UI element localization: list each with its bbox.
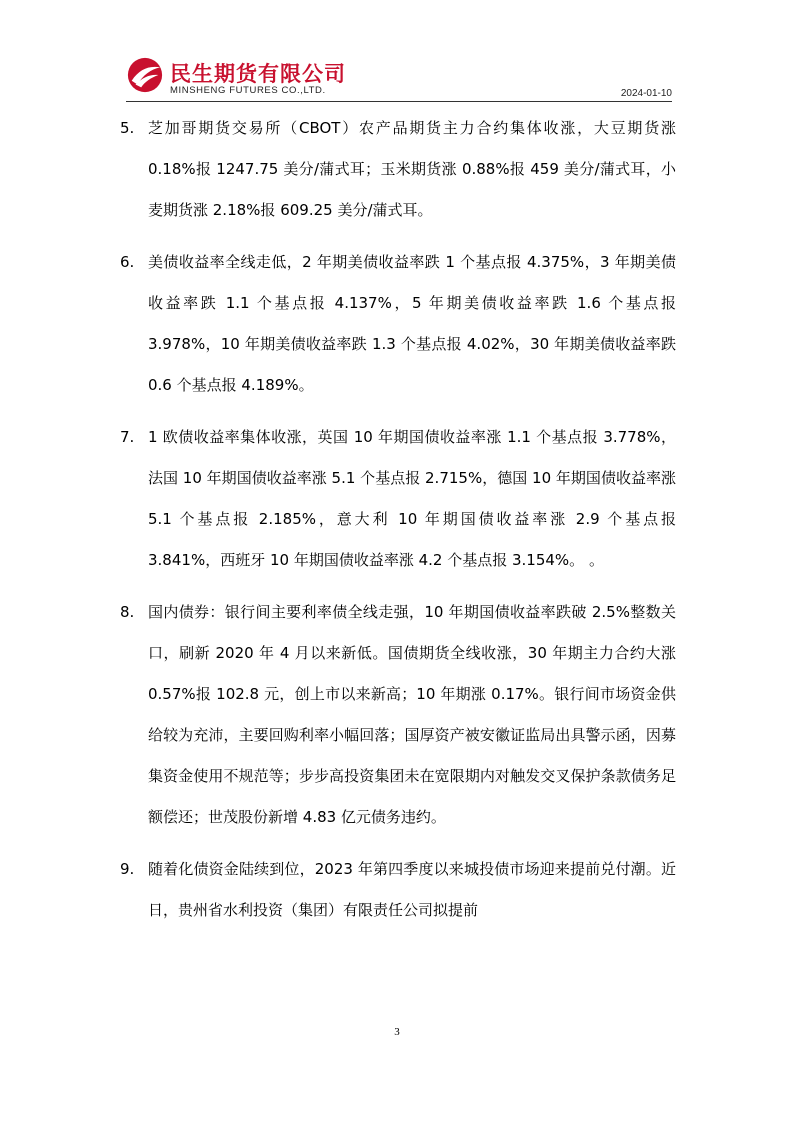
brand-name-en: MINSHENG FUTURES CO.,LTD. [170, 85, 326, 96]
list-item [120, 108, 676, 231]
item-number: 7. [120, 428, 135, 446]
item-text: 国内债券：银行间主要利率债全线走强，10 年期国债收益率跌破 2.5%整数关口，刷新 2020 年 4 月以来新低。国债期货全线收涨，30 年期主力合约大涨 0.57%报 102.8 元，创上市以来新高；10 年期涨 0.17%。银行间市场资金供给较为充沛，主要回购利率小幅回落；国厚资产被安徽证监局出具警示函，因募集资金使用不规范等；步步高投资集团未在宽限期内对触发交叉保护条款债务足额偿还；世茂股份新增 4.83 亿元债务违约。 [148, 603, 676, 826]
header-divider [126, 101, 672, 102]
brand-name-cn: 民生期货有限公司 [170, 62, 346, 86]
item-number: 5. [120, 119, 135, 137]
report-date: 2024-01-10 [620, 88, 672, 99]
list-item [120, 417, 676, 581]
list-item [120, 849, 676, 931]
item-text: 芝加哥期货交易所（CBOT）农产品期货主力合约集体收涨，大豆期货涨 0.18%报 1247.75 美分/蒲式耳；玉米期货涨 0.88%报 459 美分/蒲式耳，小麦期货涨 2.18%报 609.25 美分/蒲式耳。 [148, 119, 676, 219]
list-item [120, 242, 676, 406]
minsheng-logo-icon [126, 56, 164, 94]
news-list [120, 108, 676, 942]
page-number: 3 [394, 1026, 400, 1038]
item-text: 美债收益率全线走低，2 年期美债收益率跌 1 个基点报 4.375%，3 年期美债收益率跌 1.1 个基点报 4.137%，5 年期美债收益率跌 1.6 个基点报 3.978%，10 年期美债收益率跌 1.3 个基点报 4.02%，30 年期美债收益率跌 0.6 个基点报 4.189%。 [148, 253, 676, 394]
item-number: 9. [120, 860, 135, 878]
item-text: 随着化债资金陆续到位，2023 年第四季度以来城投债市场迎来提前兑付潮。近日，贵州省水利投资（集团）有限责任公司拟提前 [148, 860, 676, 919]
item-number: 6. [120, 253, 135, 271]
item-number: 8. [120, 603, 135, 621]
page-header [126, 56, 672, 102]
list-item [120, 592, 676, 838]
item-text: 1 欧债收益率集体收涨，英国 10 年期国债收益率涨 1.1 个基点报 3.778%，法国 10 年期国债收益率涨 5.1 个基点报 2.715%，德国 10 年期国债收益率涨 5.1 个基点报 2.185%，意大利 10 年期国债收益率涨 2.9 个基点报 3.841%，西班牙 10 年期国债收益率涨 4.2 个基点报 3.154%。 。 [148, 428, 676, 569]
